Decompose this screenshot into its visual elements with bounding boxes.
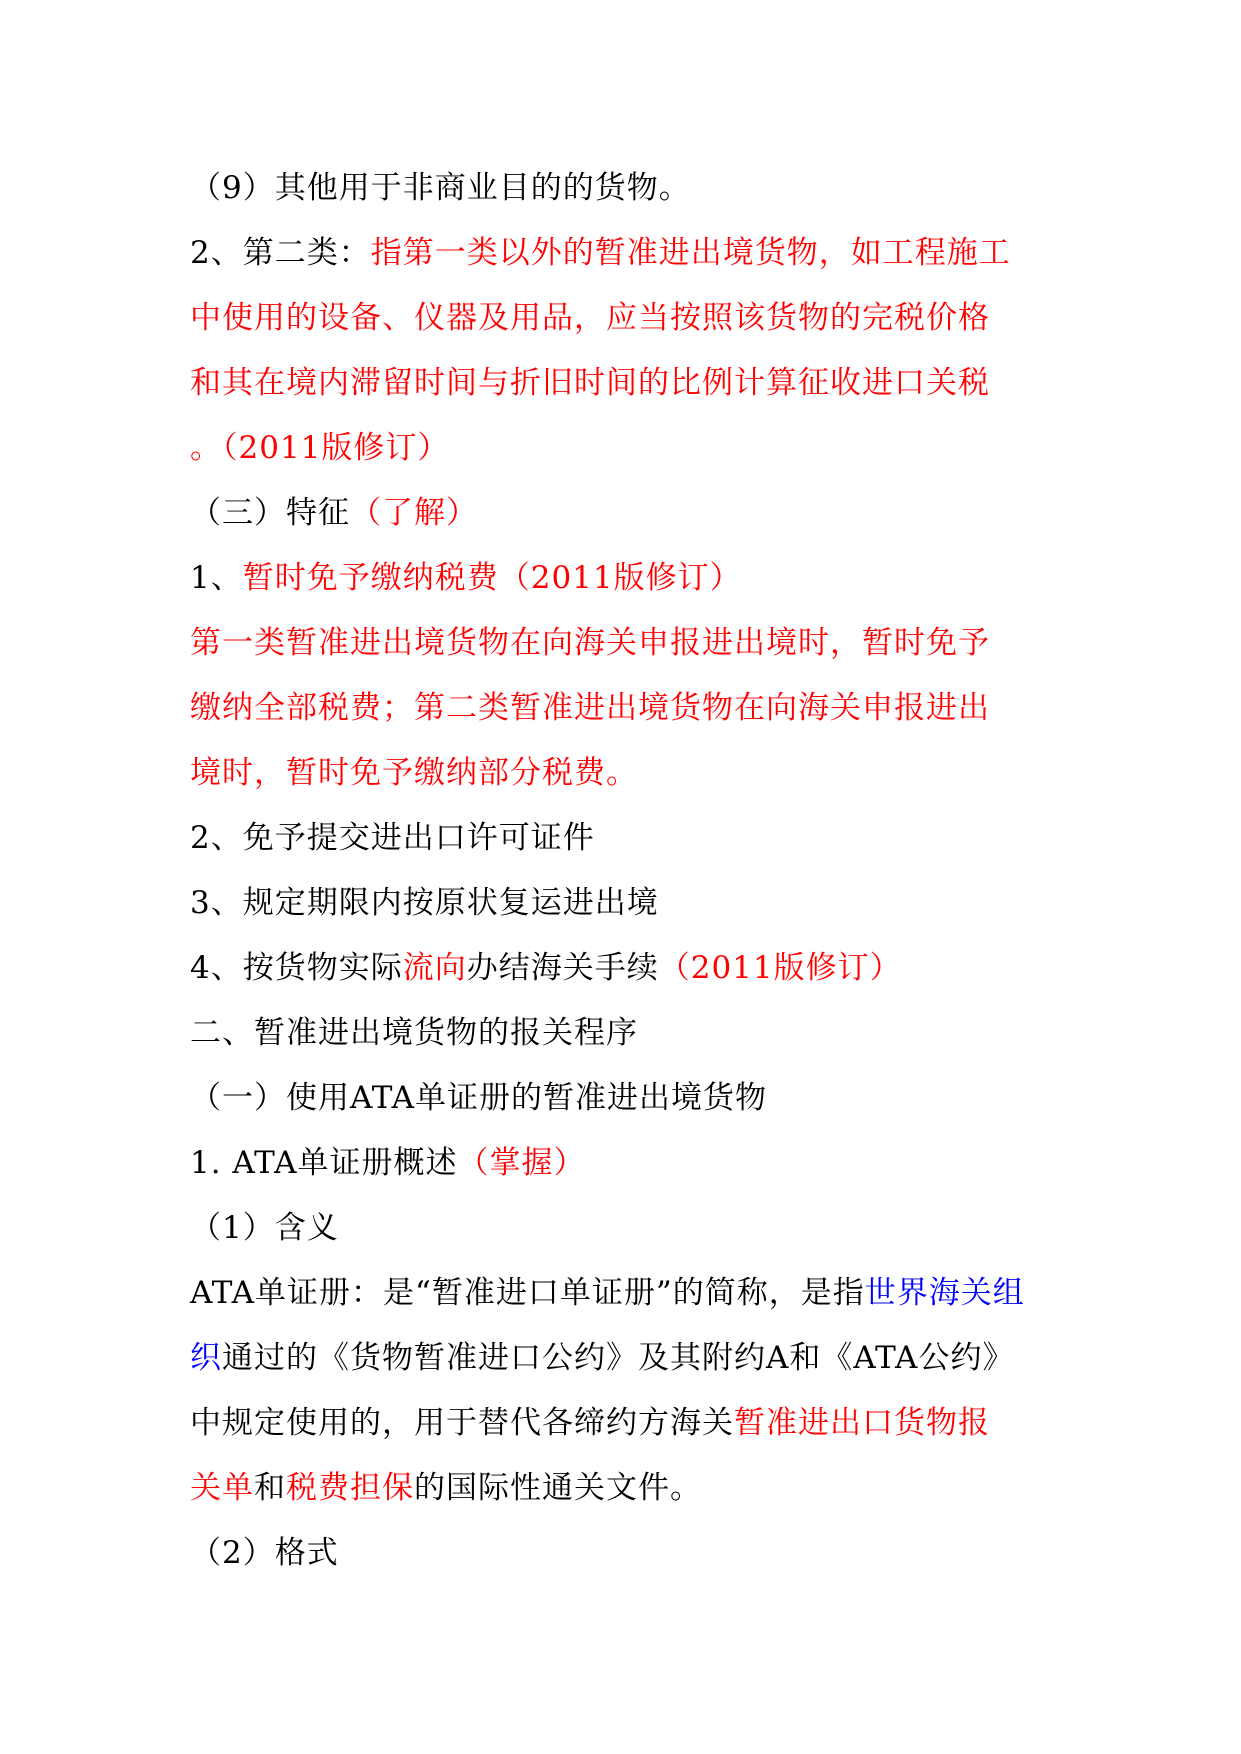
text-segment: 暂时免予缴纳税费（2011版修订） bbox=[242, 560, 742, 596]
text-segment: 办结海关手续 bbox=[466, 950, 659, 986]
text-line bbox=[190, 1001, 1050, 1066]
text-segment: 2、第二类： bbox=[190, 235, 371, 271]
text-line bbox=[190, 1261, 1050, 1326]
text-segment: 境时，暂时免予缴纳部分税费。 bbox=[190, 755, 638, 791]
document-page bbox=[190, 156, 1050, 1586]
text-line bbox=[190, 1456, 1050, 1521]
text-segment: 中使用的设备、仪器及用品，应当按照该货物的完税价格 bbox=[190, 300, 990, 336]
text-segment: 流向 bbox=[402, 950, 467, 986]
text-line bbox=[190, 1066, 1050, 1131]
text-segment: （一）使用ATA单证册的暂准进出境货物 bbox=[190, 1080, 768, 1116]
text-line bbox=[190, 546, 1050, 611]
text-segment: （9）其他用于非商业目的的货物。 bbox=[190, 170, 691, 206]
text-segment: 1、 bbox=[190, 560, 243, 596]
text-line bbox=[190, 676, 1050, 741]
text-segment: 世界海关组 bbox=[864, 1275, 1025, 1311]
text-segment: 二、暂准进出境货物的报关程序 bbox=[190, 1015, 638, 1051]
text-segment: 指第一类以外的暂准进出境货物，如工程施工 bbox=[370, 235, 1011, 271]
text-segment: 第一类暂准进出境货物在向海关申报进出境时，暂时免予 bbox=[190, 625, 990, 661]
text-line bbox=[190, 351, 1050, 416]
text-line bbox=[190, 741, 1050, 806]
text-segment: 2、免予提交进出口许可证件 bbox=[190, 820, 595, 856]
text-line bbox=[190, 871, 1050, 936]
text-line bbox=[190, 611, 1050, 676]
text-segment: 和其在境内滞留时间与折旧时间的比例计算征收进口关税 bbox=[190, 365, 990, 401]
text-line bbox=[190, 416, 1050, 481]
text-line bbox=[190, 1391, 1050, 1456]
text-segment: （了解） bbox=[350, 495, 478, 531]
text-line bbox=[190, 156, 1050, 221]
text-line bbox=[190, 221, 1050, 286]
text-line bbox=[190, 1326, 1050, 1391]
text-line bbox=[190, 936, 1050, 1001]
text-segment: 3、规定期限内按原状复运进出境 bbox=[190, 885, 659, 921]
text-segment: 的国际性通关文件。 bbox=[414, 1470, 702, 1506]
text-segment: 缴纳全部税费；第二类暂准进出境货物在向海关申报进出 bbox=[190, 690, 990, 726]
text-segment: （2）格式 bbox=[190, 1535, 339, 1571]
text-line bbox=[190, 286, 1050, 351]
text-segment: 4、按货物实际 bbox=[190, 950, 403, 986]
text-segment: 织 bbox=[190, 1340, 222, 1376]
text-segment: 中规定使用的，用于替代各缔约方海关 bbox=[190, 1405, 734, 1441]
text-segment: 关单 bbox=[190, 1470, 254, 1506]
text-segment: 。（2011版修订） bbox=[190, 430, 450, 466]
text-segment: 通过的《货物暂准进口公约》及其附约A和《ATA公约》 bbox=[222, 1340, 1015, 1376]
text-segment: 暂准进出口货物报 bbox=[734, 1405, 990, 1441]
text-line bbox=[190, 1196, 1050, 1261]
text-line bbox=[190, 1131, 1050, 1196]
text-segment: ATA单证册：是“暂准进口单证册”的简称，是指 bbox=[190, 1275, 865, 1311]
text-line bbox=[190, 806, 1050, 871]
text-segment: 1. ATA单证册概述 bbox=[190, 1145, 458, 1181]
text-segment: 税费担保 bbox=[286, 1470, 414, 1506]
text-line bbox=[190, 1521, 1050, 1586]
text-segment: （1）含义 bbox=[190, 1210, 339, 1246]
text-segment: 和 bbox=[254, 1470, 286, 1506]
text-segment: （2011版修订） bbox=[658, 950, 902, 986]
text-line bbox=[190, 481, 1050, 546]
text-segment: （三）特征 bbox=[190, 495, 350, 531]
text-segment: （掌握） bbox=[457, 1145, 586, 1181]
